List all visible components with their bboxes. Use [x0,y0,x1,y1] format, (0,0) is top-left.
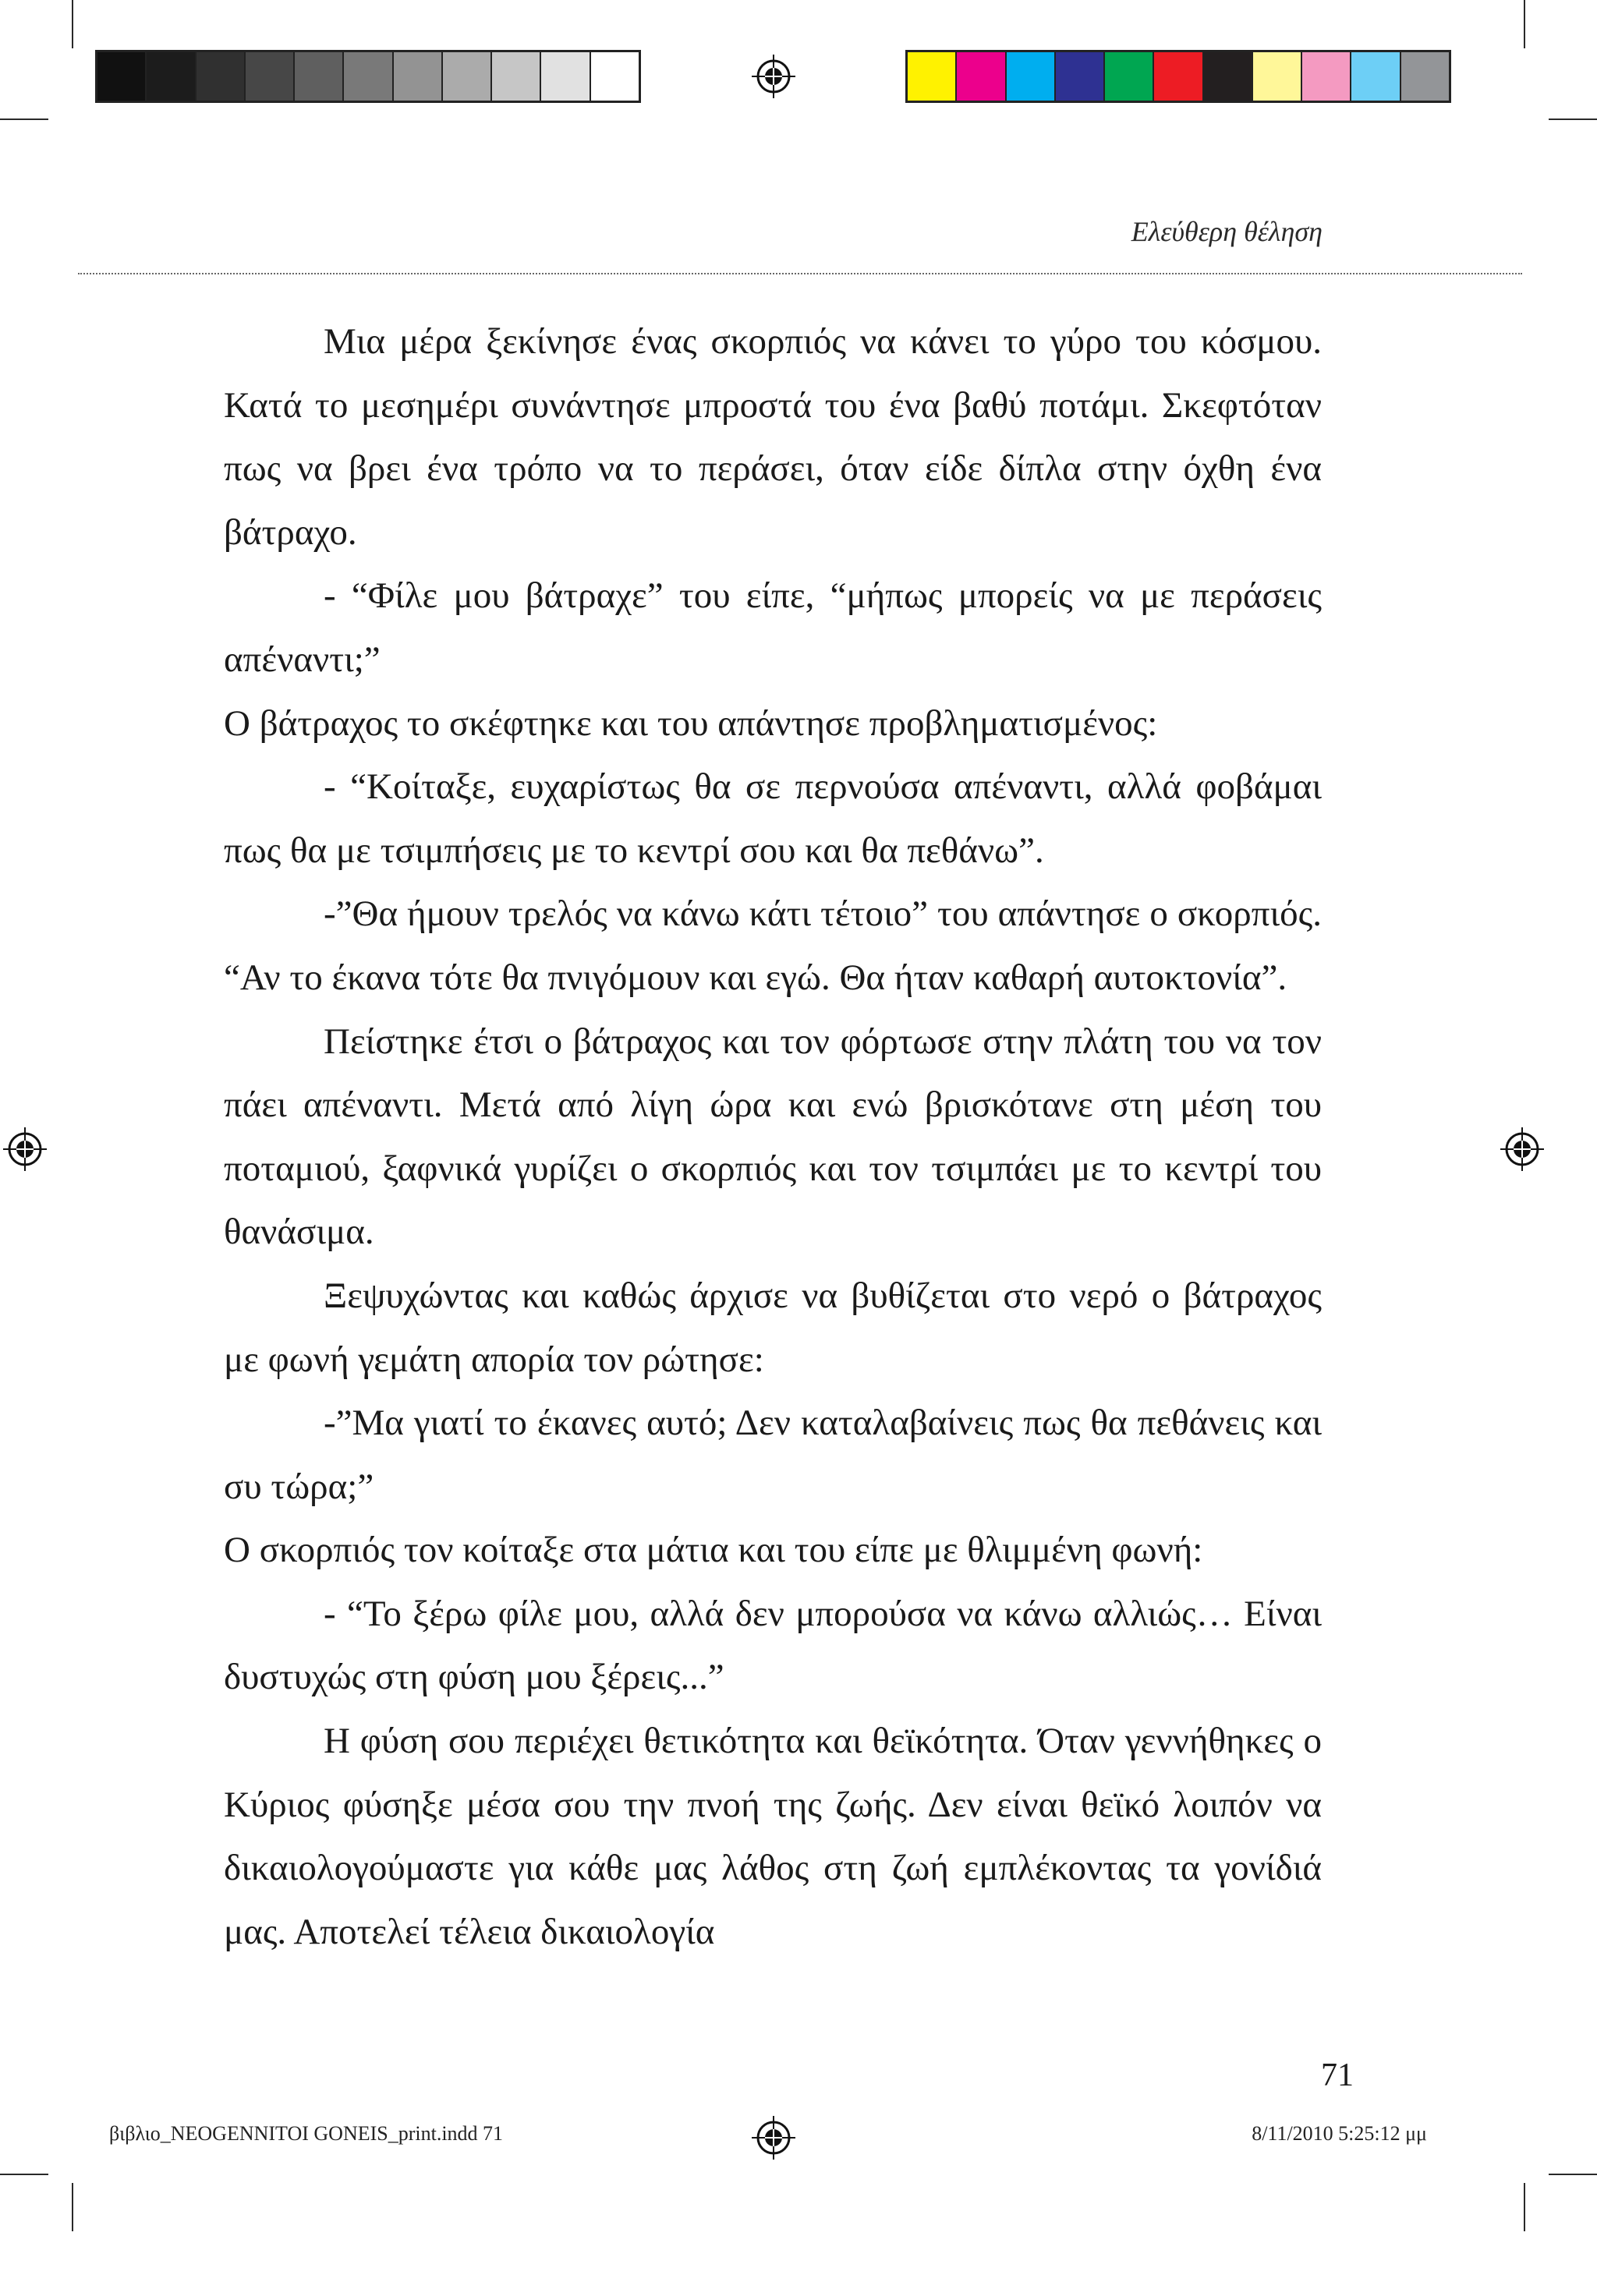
color-swatch [443,52,492,101]
paragraph: - “Το ξέρω φίλε μου, αλλά δεν μπορούσα να κάνω αλλιώς… Είναι δυστυχώς στη φύση μου ξέρεις...” [224,1593,1322,1698]
registration-mark-icon [752,55,795,98]
color-swatch [492,52,541,101]
paragraph: Ξεψυχώντας και καθώς άρχισε να βυθίζεται στο νερό ο βάτραχος με φωνή γεμάτη απορία τον ρώτησε: [224,1275,1322,1380]
crop-mark [72,0,73,48]
registration-mark-icon [1500,1127,1544,1171]
color-swatch [1007,52,1056,101]
paragraph: Μια μέρα ξεκίνησε ένας σκορπιός να κάνει το γύρο του κόσμου. Κατά το μεσημέρι συνάντησε μπροστά του ένα βαθύ ποτάμι. Σκεφτόταν πως να βρει ένα τρόπο να το περάσει, όταν είδε δίπλα στην όχθη ένα βάτραχο. [224,321,1322,553]
crop-mark [0,2174,48,2175]
paragraph: -”Μα γιατί το έκανες αυτό; Δεν καταλαβαίνεις πως θα πεθάνεις και συ τώρα;” [224,1403,1322,1507]
paragraph: - “Φίλε μου βάτραχε” του είπε, “μήπως μπορείς να με περάσεις απέναντι;” [224,575,1322,680]
page-number: 71 [1321,2057,1354,2093]
color-swatch [1105,52,1154,101]
color-swatch [197,52,246,101]
slug-filename: βιβλιο_NEOGENNITOI GONEIS_print.indd 71 [109,2122,504,2145]
color-swatch [908,52,957,101]
paragraph: - “Κοίταξε, ευχαρίστως θα σε περνούσα απέναντι, αλλά φοβάμαι πως θα με τσιμπήσεις με το κεντρί σου και θα πεθάνω”. [224,766,1322,871]
color-swatch [957,52,1006,101]
color-swatch [591,52,639,101]
registration-mark-icon [752,2116,795,2160]
color-swatch [97,52,147,101]
color-swatch [1401,52,1449,101]
color-swatch [344,52,393,101]
paragraph: Πείστηκε έτσι ο βάτραχος και τον φόρτωσε στην πλάτη του να τον πάει απέναντι. Μετά από λίγη ώρα και ενώ βρισκότανε στη μέση του ποταμιού, ξαφνικά γυρίζει ο σκορπιός και τον τσιμπάει με το κεντρί του θανάσιμα. [224,1021,1322,1253]
color-swatch [147,52,196,101]
color-swatch [1154,52,1203,101]
color-swatch [1351,52,1400,101]
color-swatch [246,52,295,101]
crop-mark [1549,119,1597,120]
crop-mark [72,2183,73,2231]
grayscale-color-bar [95,50,641,103]
paragraph: Ο βάτραχος το σκέφτηκε και του απάντησε προβληματισμένος: [224,702,1158,744]
header-rule [78,273,1522,274]
paragraph: Η φύση σου περιέχει θετικότητα και θεϊκότητα. Όταν γεννήθηκες ο Κύριος φύσηξε μέσα σου την πνοή της ζωής. Δεν είναι θεϊκό λοιπόν να δικαιολογούμαστε για κάθε μας λάθος στη ζωή εμπλέκοντας τα γονίδιά μας. Αποτελεί τέλεια δικαιολογία [224,1721,1322,1952]
color-swatch [1056,52,1105,101]
color-swatch [541,52,590,101]
color-swatch [1253,52,1302,101]
crop-mark [1524,0,1525,48]
crop-mark [1549,2174,1597,2175]
slug-timestamp: 8/11/2010 5:25:12 μμ [1252,2122,1427,2145]
registration-mark-icon [3,1127,47,1171]
color-swatch [394,52,443,101]
color-swatch [295,52,344,101]
cmyk-color-bar [905,50,1451,103]
running-head: Ελεύθερη θέληση [1131,216,1323,247]
paragraph: Ο σκορπιός τον κοίταξε στα μάτια και του είπε με θλιμμένη φωνή: [224,1530,1203,1571]
color-swatch [1204,52,1253,101]
crop-mark [0,119,48,120]
body-text [224,310,1322,1964]
paragraph: -”Θα ήμουν τρελός να κάνω κάτι τέτοιο” του απάντησε ο σκορπιός. “Αν το έκανα τότε θα πνιγόμουν και εγώ. Θα ήταν καθαρή αυτοκτονία”. [224,893,1322,998]
color-swatch [1302,52,1351,101]
crop-mark [1524,2183,1525,2231]
